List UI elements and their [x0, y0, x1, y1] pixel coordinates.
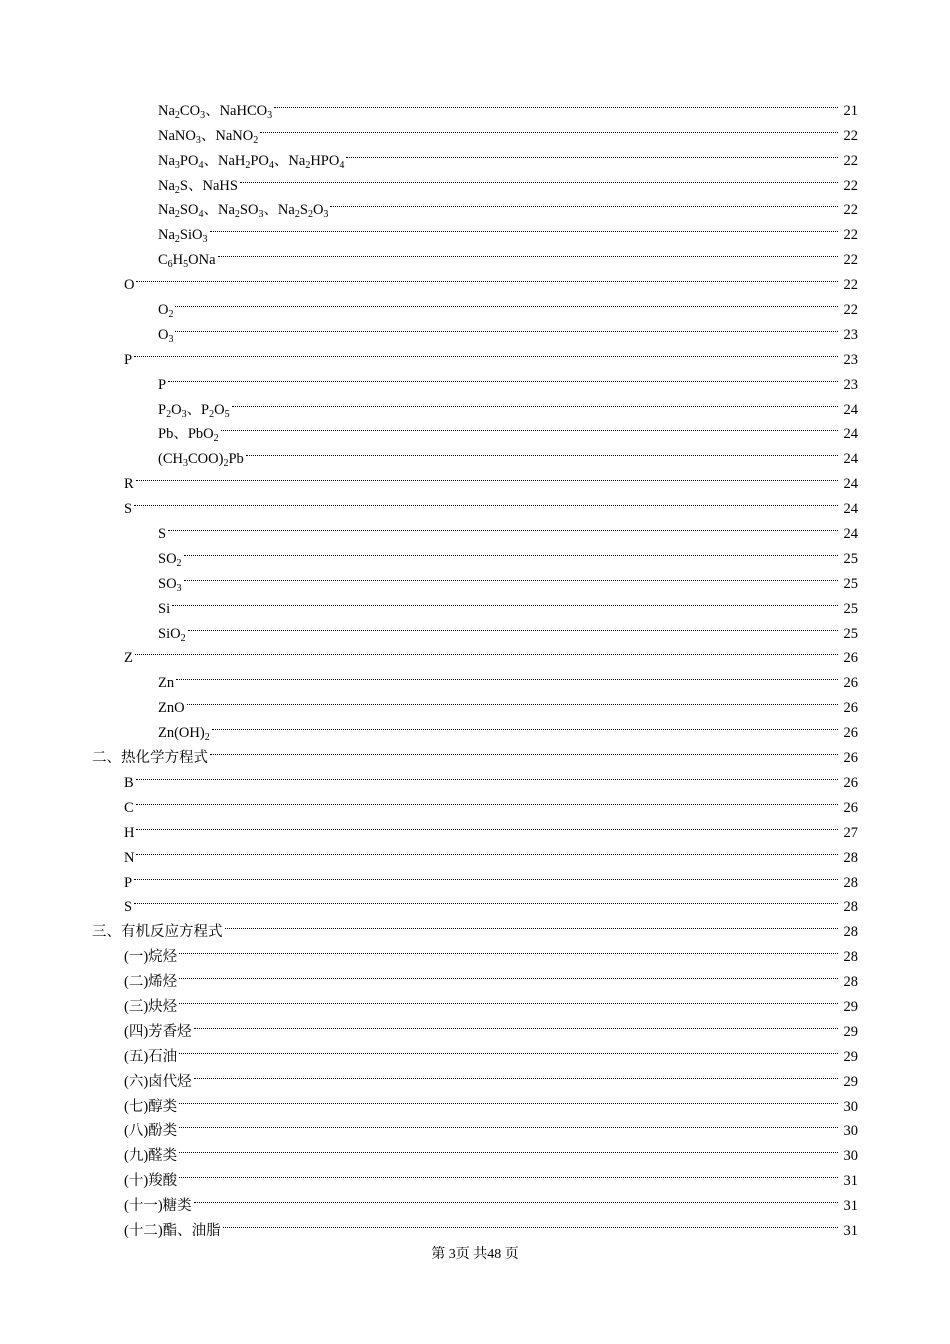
toc-entry[interactable] [0, 787, 950, 816]
toc-entry[interactable] [0, 488, 950, 518]
toc-entry-page-number: 22 [843, 152, 858, 169]
toc-entry-page-number: 22 [843, 127, 858, 144]
toc-entry-page-number: 24 [843, 401, 858, 418]
toc-entry-page-number: 28 [843, 874, 858, 891]
toc-entry-page-number: 27 [843, 824, 858, 841]
toc-entry-label: (二)烯烃 [124, 974, 178, 991]
dot-leader [210, 214, 839, 239]
toc-entry-page-number: 21 [843, 102, 858, 119]
toc-entry-page-number: 29 [843, 1073, 858, 1090]
dot-leader [232, 389, 838, 414]
dot-leader [168, 513, 838, 538]
toc-entry[interactable] [0, 1111, 950, 1140]
toc-entry-label: (六)卤代烃 [124, 1073, 192, 1090]
toc-entry-page-number: 29 [843, 1048, 858, 1065]
toc-entry[interactable] [0, 1086, 950, 1115]
dot-leader [225, 911, 839, 936]
toc-entry-label: $C_6H_5ONa$ [158, 252, 216, 271]
toc-entry-label: $Na_2SiO_3$ [158, 227, 208, 246]
toc-entry[interactable] [0, 812, 950, 841]
dot-leader [188, 613, 838, 638]
dot-leader [212, 712, 838, 737]
toc-entry-page-number: 23 [843, 376, 858, 393]
toc-entry-page-number: 24 [843, 451, 858, 468]
dot-leader [179, 1086, 838, 1111]
toc-entry-page-number: 22 [843, 302, 858, 319]
toc-entry-label: (九)醛类 [124, 1148, 178, 1165]
toc-entry[interactable] [0, 712, 950, 744]
toc-entry-page-number: 26 [843, 650, 858, 667]
toc-entry-page-number: 30 [843, 1098, 858, 1115]
toc-entry-label: $SO_3$ [158, 575, 182, 594]
toc-entry-label: (十)羧酸 [124, 1173, 178, 1190]
toc-entry-page-number: 28 [843, 899, 858, 916]
toc-entry-label: NaNO$_3$、NaNO$_2$ [158, 127, 259, 146]
toc-entry-label: $SO_2$ [158, 550, 182, 569]
dot-leader [134, 887, 838, 912]
dot-leader [135, 638, 838, 663]
dot-leader [194, 1185, 838, 1210]
dot-leader [260, 115, 838, 140]
toc-entry-page-number: 31 [843, 1173, 858, 1190]
toc-entry-label: $Na_2SO_4$、$Na_2SO_3$、$Na_2S_2O_3$ [158, 202, 329, 221]
dot-leader [240, 165, 838, 190]
dot-leader [136, 264, 838, 289]
toc-entry[interactable] [0, 687, 950, 717]
toc-entry-page-number: 26 [843, 750, 858, 767]
dot-leader [274, 90, 838, 115]
toc-entry-page-number: 25 [843, 550, 858, 567]
toc-entry-page-number: 25 [843, 575, 858, 592]
toc-entry-page-number: 30 [843, 1148, 858, 1165]
toc-entry-page-number: 22 [843, 227, 858, 244]
toc-entry[interactable] [0, 364, 950, 393]
dot-leader [194, 1061, 838, 1086]
dot-leader [210, 737, 838, 762]
toc-entry-label: ZnO [158, 700, 185, 717]
toc-entry[interactable] [0, 911, 950, 941]
toc-entry-label: (十一)糖类 [124, 1198, 192, 1215]
dot-leader [136, 463, 838, 488]
toc-entry-label: O [124, 277, 135, 294]
dot-leader [179, 1036, 838, 1061]
toc-entry-label: 三、有机反应方程式 [92, 924, 223, 941]
toc-entry[interactable] [0, 90, 950, 121]
toc-entry-page-number: 22 [843, 277, 858, 294]
toc-entry-page-number: 29 [843, 1023, 858, 1040]
toc-entry[interactable] [0, 538, 950, 569]
dot-leader [176, 662, 838, 687]
toc-entry-page-number: 30 [843, 1123, 858, 1140]
toc-entry-label: $Na_3PO_4$、$NaH_2PO_4$、$Na_2HPO_4$ [158, 152, 345, 171]
dot-leader [346, 140, 838, 165]
toc-entry[interactable] [0, 239, 950, 271]
dot-leader [179, 961, 838, 986]
dot-leader [246, 438, 838, 463]
toc-entry-page-number: 25 [843, 625, 858, 642]
dot-leader [223, 1210, 838, 1235]
dot-leader [136, 787, 838, 812]
toc-entry-label: (八)酚类 [124, 1123, 178, 1140]
page-footer: 第 3页 共48 页 [431, 1247, 519, 1262]
toc-entry[interactable] [0, 961, 950, 991]
toc-entry[interactable] [0, 887, 950, 916]
toc-entry[interactable] [0, 314, 950, 345]
dot-leader [218, 239, 838, 264]
toc-entry[interactable] [0, 264, 950, 294]
dot-leader [187, 687, 838, 712]
toc-entry[interactable] [0, 190, 950, 221]
toc-entry-label: Zn [158, 675, 175, 692]
toc-entry-page-number: 26 [843, 774, 858, 791]
toc-entry-page-number: 31 [843, 1222, 858, 1239]
toc-entry-label: (五)石油 [124, 1048, 178, 1065]
toc-entry-page-number: 28 [843, 924, 858, 941]
toc-entry-label: $O_2$ [158, 302, 174, 321]
dot-leader [168, 364, 838, 389]
dot-leader [179, 986, 838, 1011]
toc-entry-label: N [124, 849, 135, 866]
toc-entry-page-number: 22 [843, 202, 858, 219]
toc-entry-label: (四)芳香烃 [124, 1023, 192, 1040]
toc-entry[interactable] [0, 1135, 950, 1165]
dot-leader [330, 190, 838, 215]
toc-entry-page-number: 24 [843, 476, 858, 493]
toc-entry-label: $Na_2CO_3$、NaHCO$_3$ [158, 102, 273, 121]
toc-entry[interactable] [0, 986, 950, 1015]
toc-entry[interactable] [0, 1061, 950, 1090]
toc-entry-label: $Na_2S$、NaHS [158, 177, 238, 196]
toc-entry-page-number: 24 [843, 501, 858, 518]
toc-entry-label: P [124, 351, 133, 368]
toc-entry[interactable] [0, 613, 950, 644]
table-of-contents [0, 90, 950, 1239]
toc-entry-label: $P_2O_3$、$P_2O_5$ [158, 401, 230, 420]
toc-entry-label: R [124, 476, 134, 493]
toc-entry-page-number: 28 [843, 949, 858, 966]
toc-entry-page-number: 26 [843, 700, 858, 717]
toc-entry-label: S [124, 899, 133, 916]
toc-entry[interactable] [0, 339, 950, 368]
dot-leader [172, 588, 838, 613]
toc-entry-label: Pb、PbO$_2$ [158, 426, 219, 445]
toc-entry-label: 二、热化学方程式 [92, 750, 208, 767]
toc-entry[interactable] [0, 289, 950, 321]
toc-entry-label: SiO$_2$ [158, 625, 186, 644]
toc-entry[interactable] [0, 1036, 950, 1065]
toc-entry[interactable] [0, 1185, 950, 1215]
toc-entry[interactable] [0, 513, 950, 543]
dot-leader [134, 339, 838, 364]
toc-entry[interactable] [0, 1210, 950, 1239]
toc-entry-page-number: 26 [843, 725, 858, 742]
toc-entry-label: $(CH_3COO)_2Pb$ [158, 451, 244, 470]
toc-entry-page-number: 22 [843, 177, 858, 194]
dot-leader [136, 812, 838, 837]
toc-entry[interactable] [0, 463, 950, 493]
toc-entry[interactable] [0, 214, 950, 246]
toc-entry[interactable] [0, 862, 950, 891]
toc-entry[interactable] [0, 1160, 950, 1190]
toc-entry-label: (一)烷烃 [124, 949, 178, 966]
dot-leader [175, 289, 838, 314]
dot-leader [175, 314, 838, 339]
toc-entry-label: C [124, 799, 134, 816]
toc-entry-label: (十二)酯、油脂 [124, 1222, 221, 1239]
toc-entry[interactable] [0, 1011, 950, 1040]
toc-entry-label: B [124, 774, 134, 791]
toc-entry-page-number: 23 [843, 351, 858, 368]
dot-leader [179, 1160, 838, 1185]
toc-entry-label: S [158, 526, 167, 543]
toc-entry-label: Z [124, 650, 133, 667]
toc-entry-page-number: 29 [843, 998, 858, 1015]
toc-entry-label: P [124, 874, 133, 891]
toc-entry[interactable] [0, 115, 950, 146]
toc-entry[interactable] [0, 140, 950, 171]
toc-entry[interactable] [0, 662, 950, 692]
dot-leader [184, 563, 838, 588]
dot-leader [194, 1011, 838, 1036]
toc-entry[interactable] [0, 936, 950, 966]
toc-entry-page-number: 22 [843, 252, 858, 269]
toc-entry[interactable] [0, 563, 950, 594]
dot-leader [179, 1111, 838, 1136]
toc-entry-label: H [124, 824, 135, 841]
toc-entry[interactable] [0, 165, 950, 196]
toc-entry[interactable] [0, 438, 950, 470]
toc-entry[interactable] [0, 837, 950, 866]
toc-entry-page-number: 28 [843, 974, 858, 991]
dot-leader [221, 414, 838, 439]
dot-leader [136, 837, 838, 862]
dot-leader [136, 762, 838, 787]
toc-entry-page-number: 26 [843, 675, 858, 692]
toc-entry-label: $O_3$ [158, 326, 174, 345]
toc-entry-page-number: 24 [843, 526, 858, 543]
dot-leader [134, 488, 838, 513]
toc-entry-label: $Zn(OH)_2$ [158, 725, 210, 744]
dot-leader [179, 1135, 838, 1160]
toc-entry-page-number: 23 [843, 326, 858, 343]
toc-entry-label: (三)炔烃 [124, 998, 178, 1015]
toc-entry-label: Si [158, 600, 171, 617]
toc-entry-page-number: 31 [843, 1198, 858, 1215]
toc-entry[interactable] [0, 737, 950, 767]
toc-entry-label: S [124, 501, 133, 518]
toc-entry[interactable] [0, 389, 950, 420]
toc-entry[interactable] [0, 638, 950, 667]
dot-leader [134, 862, 838, 887]
toc-entry[interactable] [0, 588, 950, 617]
toc-entry-page-number: 24 [843, 426, 858, 443]
toc-entry-label: P [158, 376, 167, 393]
dot-leader [184, 538, 838, 563]
dot-leader [179, 936, 838, 961]
toc-entry[interactable] [0, 414, 950, 445]
toc-entry-label: (七)醇类 [124, 1098, 178, 1115]
toc-entry-page-number: 28 [843, 849, 858, 866]
toc-entry-page-number: 26 [843, 799, 858, 816]
toc-entry-page-number: 25 [843, 600, 858, 617]
toc-entry[interactable] [0, 762, 950, 791]
